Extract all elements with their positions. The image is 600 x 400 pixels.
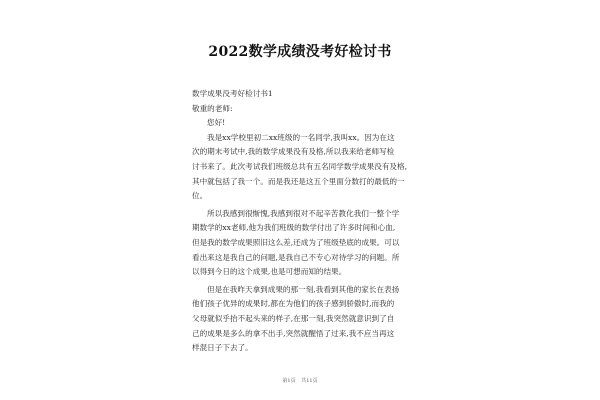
paragraph-line: 看出来这是我自己的问题,是我自己不专心对待学习的问题。所	[192, 252, 400, 262]
page-footer	[0, 377, 600, 384]
paragraph-line: 讨书来了。此次考试我们班级总共有五名同学数学成果没有及格,	[192, 161, 408, 171]
page-total: 共11页	[301, 378, 318, 384]
paragraph-line: 父母就似乎抬不起头来的样子,在那一刻,我突然就意识到了自	[192, 313, 395, 323]
paragraph-1	[192, 131, 426, 204]
paragraph-line: 以得到今日的这个成果,也是可想而知的结果。	[192, 267, 347, 277]
paragraph-line: 己的成果是多么的拿不出手,突然就醒悟了过来,我不应当再这	[192, 328, 395, 338]
paragraph-line: 但是在我昨天拿到成果的那一刻,我看到其他的家长在表扬	[207, 284, 400, 294]
salutation: 敬重的老师:	[192, 103, 233, 113]
document-body	[192, 87, 426, 356]
paragraph-line: 位。	[192, 191, 208, 201]
document-title: 2022数学成绩没考好检讨书	[208, 44, 392, 60]
paragraph-3	[192, 283, 426, 356]
page-number: 第1页	[282, 378, 296, 384]
paragraph-line: 但是我的数学成果照旧这么差,还成为了班级垫底的成果。可以	[192, 237, 400, 247]
paragraph-line: 所以我感到很惭愧,我感到很对不起辛苦教化我们一整个学	[207, 208, 400, 218]
document-subtitle: 数学成果没考好检讨书1	[192, 89, 273, 98]
greeting: 您好!	[207, 118, 226, 128]
paragraph-2	[192, 207, 426, 280]
paragraph-line: 他们孩子优异的成果时,都在为他们的孩子感到骄傲时,而我的	[192, 299, 395, 309]
paragraph-line: 次的期末考试中,我的数学成果没有及格,所以我来给老师写检	[192, 147, 395, 157]
paragraph-line: 我是xx学校里初二xx班级的一名同学,我叫xx。因为在这	[207, 132, 395, 142]
paragraph-line: 样混日子下去了。	[192, 343, 253, 353]
paragraph-line: 期数学的xx老师,他为我们班级的数学付出了许多时间和心血,	[192, 223, 396, 233]
paragraph-line: 其中就包括了我一个。而是我还是这五个里面分数打的最低的一	[192, 176, 405, 186]
